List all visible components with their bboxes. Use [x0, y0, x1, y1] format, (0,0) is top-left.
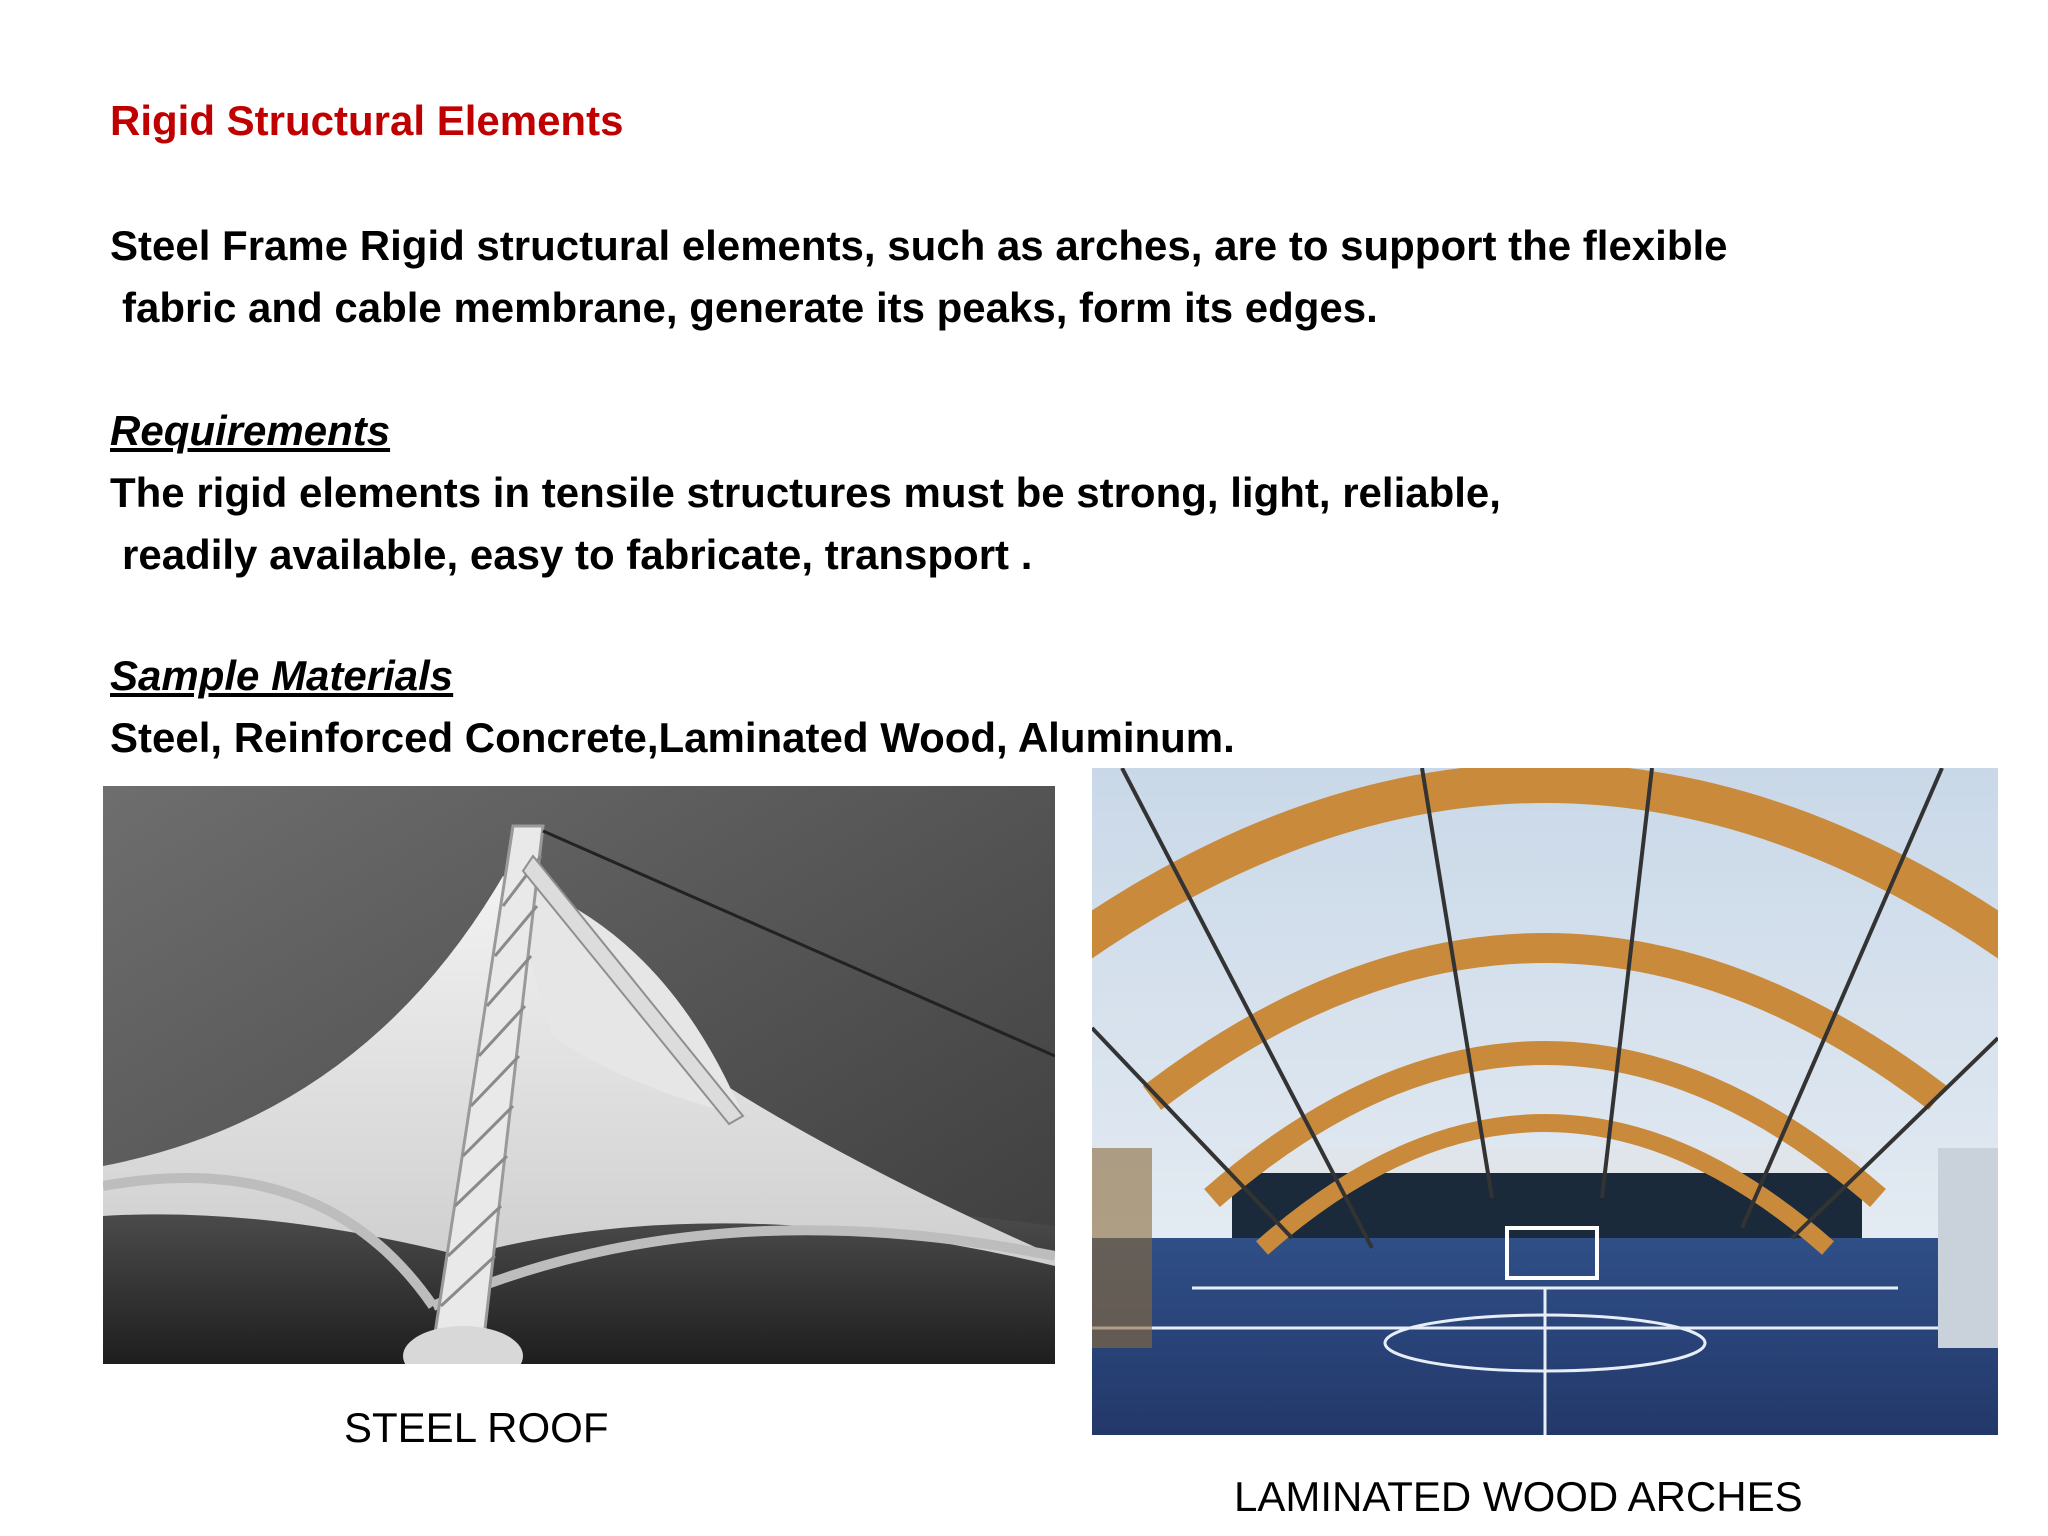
materials-text: Steel, Reinforced Concrete,Laminated Wood, Aluminum.: [110, 714, 1235, 761]
steel-roof-image: [103, 786, 1055, 1364]
wood-arches-image: [1092, 768, 1998, 1435]
materials-heading: Sample Materials: [110, 652, 454, 699]
steel-roof-photo: [103, 786, 1055, 1364]
materials-section: [110, 645, 1235, 769]
steel-roof-caption: STEEL ROOF: [344, 1404, 609, 1451]
slide-title: Rigid Structural Elements: [110, 97, 624, 144]
intro-line-1: Steel Frame Rigid structural elements, such as arches, are to support the flexible: [110, 222, 1728, 269]
intro-line-2: fabric and cable membrane, generate its peaks, form its edges.: [122, 284, 1378, 331]
requirements-line-1: The rigid elements in tensile structures must be strong, light, reliable,: [110, 469, 1501, 516]
requirements-line-2: readily available, easy to fabricate, transport .: [122, 531, 1033, 578]
wood-arches-caption: LAMINATED WOOD ARCHES: [1234, 1473, 1803, 1520]
requirements-section: [110, 400, 1501, 586]
intro-paragraph: [110, 215, 1728, 339]
requirements-heading: Requirements: [110, 407, 391, 454]
wood-arches-photo: [1092, 768, 1998, 1435]
